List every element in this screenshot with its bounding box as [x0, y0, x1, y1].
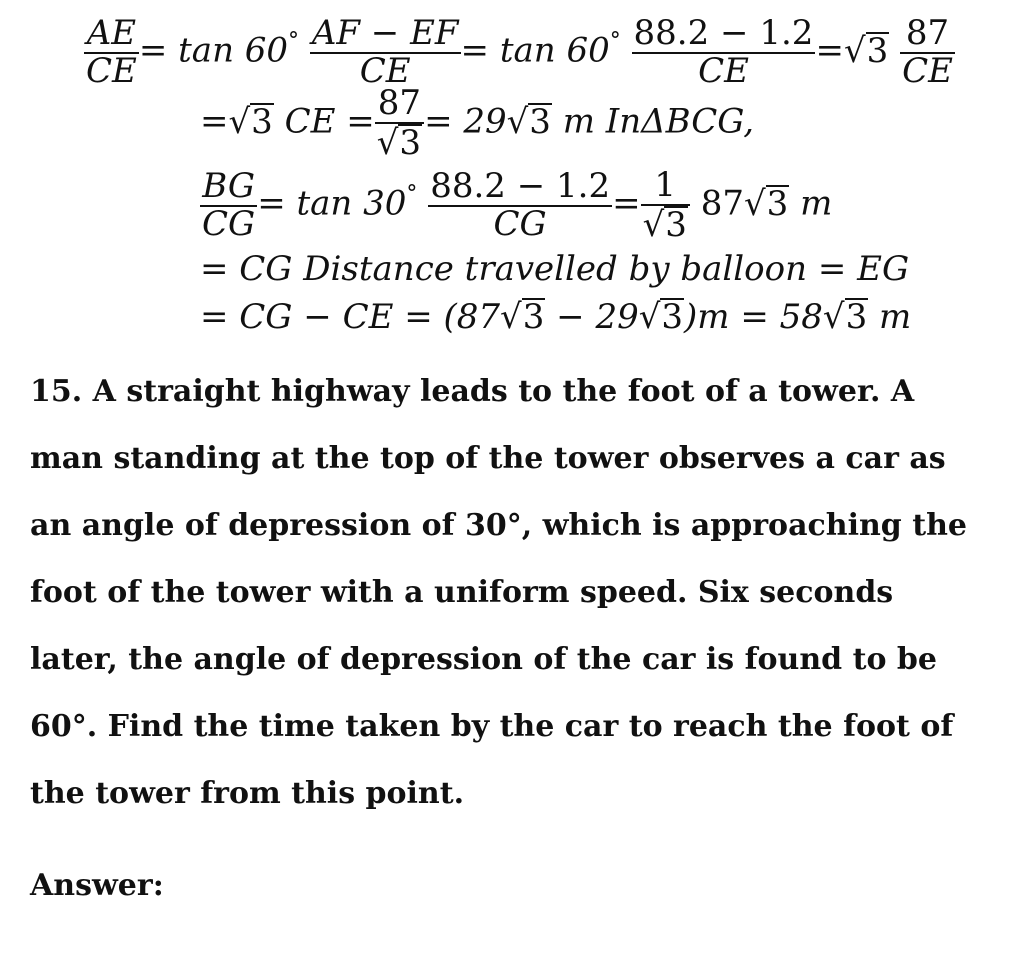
fraction-af-ef-ce: $\frac{AF - EF}{CE}$: [311, 13, 459, 91]
question-line: the tower from this point.: [30, 776, 465, 811]
fraction-bg-cg: $\frac{BG}{CG}$: [202, 166, 256, 244]
fraction-ae-ce: $\frac{AE}{CE}$: [86, 13, 137, 91]
fraction-87-ce: $\frac{87}{CE}$: [902, 13, 953, 91]
solution-line-3: $\frac{BG}{CG}$ = tan 30° $\frac{88.2 - 1.2}{CG}$ = $\frac{1}{√3}$ 87√3 m: [202, 165, 833, 245]
question-line: an angle of depression of 30°, which is approaching the: [30, 508, 967, 543]
question-text: [30, 358, 990, 827]
fraction-88-cg: $\frac{88.2 - 1.2}{CG}$: [430, 166, 611, 244]
answer-label: Answer:: [30, 868, 164, 903]
fraction-1-sqrt3: $\frac{1}{√3}$: [641, 168, 690, 243]
solution-line-5: = CG − CE = (87√3 − 29√3)m = 58√3 m: [200, 297, 912, 337]
sqrt-3: √3: [843, 30, 889, 71]
solution-line-4: = CG Distance travelled by balloon = EG: [200, 249, 910, 289]
solution-line-2: =√3 CE = $\frac{87}{√3}$ = 29√3 m InΔBCG,: [200, 83, 755, 163]
tan60-text: = tan 60: [138, 30, 289, 71]
question-line: 60°. Find the time taken by the car to reach the foot of: [30, 709, 954, 744]
question-line: later, the angle of depression of the car is found to be: [30, 642, 937, 677]
fraction-88-ce: $\frac{88.2 - 1.2}{CE}$: [633, 13, 814, 91]
solution-line-1: $\frac{AE}{CE}$ = tan 60° $\frac{AF - EF}{CE}$ = tan 60° $\frac{88.2 - 1.2}{CE}$ =√3 $\frac{87}{CE}$: [86, 13, 953, 91]
question-line: 15. A straight highway leads to the foot of a tower. A: [30, 374, 915, 409]
question-line: man standing at the top of the tower observes a car as: [30, 441, 946, 476]
fraction-87-sqrt3: $\frac{87}{√3}$: [375, 86, 424, 161]
sqrt-3: √3: [228, 101, 273, 142]
tan60-text-2: = tan 60: [460, 30, 610, 71]
question-line: foot of the tower with a uniform speed. Six seconds: [30, 575, 894, 610]
